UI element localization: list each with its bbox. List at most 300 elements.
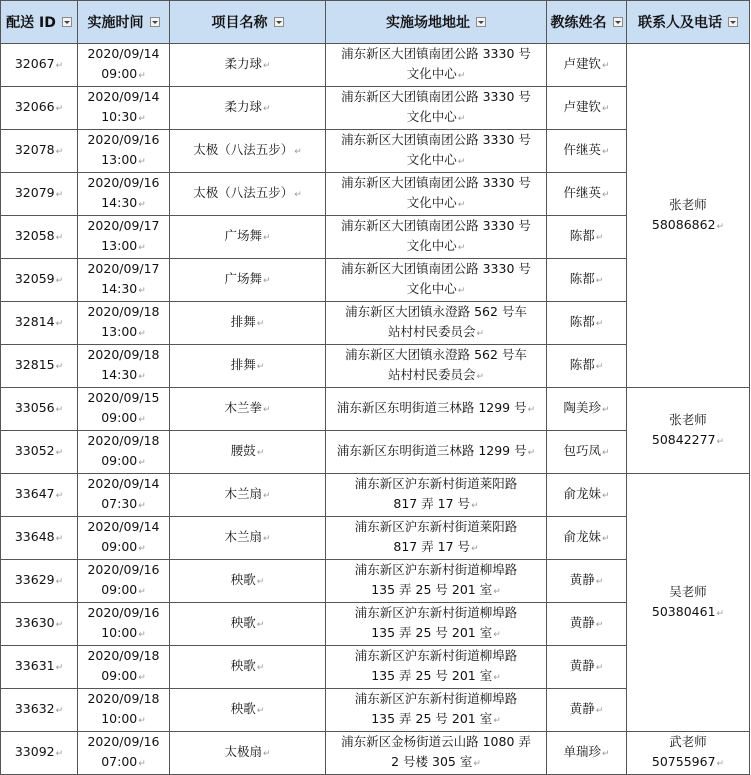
venue-address-cell[interactable]	[326, 302, 547, 345]
project-name-cell-line: 柔力球↵	[224, 56, 271, 71]
paragraph-mark-icon: ↵	[457, 286, 466, 296]
paragraph-mark-icon: ↵	[262, 233, 271, 243]
date-time-cell[interactable]	[78, 87, 170, 130]
venue-address-cell-line: 浦东新区金杨街道云山路 1080 弄	[341, 734, 531, 749]
coach-name-cell[interactable]	[547, 345, 627, 388]
paragraph-mark-icon: ↵	[55, 448, 64, 458]
paragraph-mark-icon: ↵	[595, 620, 604, 630]
paragraph-mark-icon: ↵	[473, 759, 481, 769]
header-project-name[interactable]: 项目名称	[170, 1, 326, 44]
paragraph-mark-icon: ↵	[138, 286, 146, 296]
paragraph-mark-icon: ↵	[138, 329, 146, 339]
delivery-id-cell-line: 33630↵	[14, 615, 64, 630]
contact-cell[interactable]	[627, 44, 750, 388]
delivery-id-cell[interactable]	[1, 431, 78, 474]
paragraph-mark-icon: ↵	[476, 372, 485, 382]
coach-name-cell-line: 俞龙妹↵	[563, 486, 610, 501]
venue-address-cell[interactable]	[326, 560, 547, 603]
date-time-cell-line: 07:00↵	[101, 754, 146, 769]
venue-address-cell-line: 浦东新区沪东新村街道莱阳路	[354, 476, 518, 491]
coach-name-cell-line: 陶美珍↵	[563, 400, 610, 415]
contact-cell[interactable]	[627, 732, 750, 775]
venue-address-cell-line: 817 弄 17 号↵	[393, 539, 479, 554]
coach-name-cell[interactable]	[547, 431, 627, 474]
header-coach-name[interactable]: 教练姓名	[547, 1, 627, 44]
venue-address-cell-line: 浦东新区沪东新村街道柳埠路	[354, 691, 518, 706]
delivery-id-cell-line: 33629↵	[14, 572, 64, 587]
delivery-id-cell-line: 32078↵	[14, 142, 64, 157]
date-time-cell-line: 2020/09/14	[87, 46, 160, 61]
project-name-cell[interactable]	[170, 517, 326, 560]
contact-cell-line: 武老师	[669, 734, 707, 749]
paragraph-mark-icon: ↵	[138, 759, 146, 769]
paragraph-mark-icon: ↵	[55, 233, 64, 243]
date-time-cell-line: 2020/09/16	[87, 605, 160, 620]
paragraph-mark-icon: ↵	[457, 157, 466, 167]
project-name-cell[interactable]	[170, 732, 326, 775]
paragraph-mark-icon: ↵	[55, 319, 64, 329]
venue-address-cell[interactable]	[326, 87, 547, 130]
venue-address-cell[interactable]	[326, 603, 547, 646]
table-row	[1, 732, 750, 775]
date-time-cell-line: 14:30↵	[101, 281, 146, 296]
date-time-cell-line: 2020/09/15	[87, 390, 160, 405]
delivery-id-cell-line: 32066↵	[14, 99, 64, 114]
venue-address-cell-line: 135 弄 25 号 201 室↵	[371, 625, 501, 640]
paragraph-mark-icon: ↵	[601, 534, 610, 544]
paragraph-mark-icon: ↵	[138, 71, 146, 81]
coach-name-cell[interactable]	[547, 517, 627, 560]
project-name-cell[interactable]	[170, 646, 326, 689]
paragraph-mark-icon: ↵	[294, 190, 302, 200]
delivery-id-cell-line: 33632↵	[14, 701, 64, 716]
paragraph-mark-icon: ↵	[256, 319, 265, 329]
paragraph-mark-icon: ↵	[595, 577, 604, 587]
paragraph-mark-icon: ↵	[601, 448, 610, 458]
paragraph-mark-icon: ↵	[55, 620, 64, 630]
paragraph-mark-icon: ↵	[601, 491, 610, 501]
date-time-cell-line: 13:00↵	[101, 324, 146, 339]
project-name-cell[interactable]	[170, 173, 326, 216]
project-name-cell[interactable]	[170, 302, 326, 345]
project-name-cell-line: 木兰扇↵	[224, 529, 271, 544]
paragraph-mark-icon: ↵	[138, 587, 146, 597]
date-time-cell[interactable]	[78, 388, 170, 431]
paragraph-mark-icon: ↵	[595, 276, 604, 286]
date-time-cell[interactable]	[78, 474, 170, 517]
paragraph-mark-icon: ↵	[138, 501, 146, 511]
date-time-cell[interactable]	[78, 603, 170, 646]
coach-name-cell-line: 卢建钦↵	[563, 56, 610, 71]
contact-cell-line: 吴老师	[669, 583, 707, 599]
coach-name-cell-line: 陈都↵	[569, 357, 604, 372]
contact-cell[interactable]	[627, 388, 750, 474]
paragraph-mark-icon: ↵	[138, 544, 146, 554]
paragraph-mark-icon: ↵	[457, 71, 466, 81]
date-time-cell[interactable]	[78, 216, 170, 259]
paragraph-mark-icon: ↵	[493, 587, 501, 597]
coach-name-cell[interactable]	[547, 259, 627, 302]
date-time-cell[interactable]	[78, 431, 170, 474]
coach-name-cell-line: 仵继英↵	[563, 142, 610, 157]
date-time-cell[interactable]	[78, 130, 170, 173]
date-time-cell-line: 2020/09/18	[87, 691, 160, 706]
date-time-cell[interactable]	[78, 646, 170, 689]
filter-dropdown-icon[interactable]	[476, 17, 486, 27]
date-time-cell[interactable]	[78, 517, 170, 560]
venue-address-cell-line: 浦东新区大团镇南团公路 3330 号	[341, 132, 531, 147]
paragraph-mark-icon: ↵	[138, 157, 146, 167]
table-row	[1, 474, 750, 517]
project-name-cell-line: 木兰拳↵	[224, 400, 271, 415]
coach-name-cell-line: 单瑞珍↵	[563, 744, 610, 759]
contact-cell[interactable]	[627, 474, 750, 732]
venue-address-cell-line: 文化中心↵	[406, 195, 466, 210]
venue-address-cell[interactable]	[326, 646, 547, 689]
contact-cell-line: 50842277↵	[651, 431, 725, 447]
venue-address-cell-line: 文化中心↵	[406, 109, 466, 124]
header-venue-address[interactable]: 实施场地地址	[326, 1, 547, 44]
paragraph-mark-icon: ↵	[55, 534, 64, 544]
paragraph-mark-icon: ↵	[256, 577, 265, 587]
date-time-cell[interactable]	[78, 259, 170, 302]
date-time-cell-line: 09:00↵	[101, 66, 146, 81]
project-name-cell[interactable]	[170, 474, 326, 517]
coach-name-cell[interactable]	[547, 732, 627, 775]
paragraph-mark-icon: ↵	[256, 706, 265, 716]
paragraph-mark-icon: ↵	[527, 448, 536, 458]
venue-address-cell-line: 浦东新区大团镇南团公路 3330 号	[341, 175, 531, 190]
project-name-cell[interactable]	[170, 603, 326, 646]
venue-address-cell-line: 135 弄 25 号 201 室↵	[371, 711, 501, 726]
project-name-cell[interactable]	[170, 689, 326, 732]
paragraph-mark-icon: ↵	[716, 759, 725, 769]
paragraph-mark-icon: ↵	[595, 362, 604, 372]
venue-address-cell-line: 浦东新区大团镇南团公路 3330 号	[341, 89, 531, 104]
project-name-cell[interactable]	[170, 87, 326, 130]
project-name-cell-line: 秧歌↵	[230, 572, 265, 587]
delivery-id-cell[interactable]	[1, 560, 78, 603]
venue-address-cell-line: 2 号楼 305 室↵	[391, 754, 481, 769]
project-name-cell-line: 秧歌↵	[230, 658, 265, 673]
date-time-cell[interactable]	[78, 302, 170, 345]
delivery-id-cell[interactable]	[1, 603, 78, 646]
venue-address-cell-line: 135 弄 25 号 201 室↵	[371, 668, 501, 683]
paragraph-mark-icon: ↵	[716, 221, 725, 232]
venue-address-cell-line: 浦东新区沪东新村街道莱阳路	[354, 519, 518, 534]
venue-address-cell[interactable]	[326, 517, 547, 560]
coach-name-cell[interactable]	[547, 302, 627, 345]
paragraph-mark-icon: ↵	[138, 716, 146, 726]
paragraph-mark-icon: ↵	[138, 415, 146, 425]
table-row	[1, 44, 750, 87]
date-time-cell[interactable]	[78, 44, 170, 87]
venue-address-cell-line: 浦东新区东明街道三林路 1299 号↵	[336, 443, 536, 458]
contact-cell-line: 张老师	[669, 196, 707, 212]
delivery-id-cell[interactable]	[1, 388, 78, 431]
date-time-cell-line: 09:00↵	[101, 582, 146, 597]
date-time-cell-line: 13:00↵	[101, 238, 146, 253]
delivery-id-cell[interactable]	[1, 732, 78, 775]
coach-name-cell-line: 黄静↵	[569, 658, 604, 673]
project-name-cell[interactable]	[170, 560, 326, 603]
delivery-id-cell-line: 32059↵	[14, 271, 64, 286]
project-name-cell-line: 木兰扇↵	[224, 486, 271, 501]
delivery-id-cell[interactable]	[1, 216, 78, 259]
paragraph-mark-icon: ↵	[493, 673, 501, 683]
delivery-id-cell-line: 33647↵	[14, 486, 64, 501]
delivery-id-cell-line: 32815↵	[14, 357, 64, 372]
header-date-time[interactable]: 实施时间	[78, 1, 170, 44]
venue-address-cell-line: 浦东新区大团镇永澄路 562 号车	[345, 347, 527, 362]
venue-address-cell[interactable]	[326, 689, 547, 732]
paragraph-mark-icon: ↵	[262, 749, 271, 759]
venue-address-cell[interactable]	[326, 474, 547, 517]
delivery-id-cell-line: 32067↵	[14, 56, 64, 71]
delivery-id-cell[interactable]	[1, 517, 78, 560]
date-time-cell-line: 2020/09/14	[87, 89, 160, 104]
delivery-id-cell[interactable]	[1, 87, 78, 130]
project-name-cell-line: 太极（八法五步）↵	[193, 185, 302, 200]
delivery-id-cell-line: 32058↵	[14, 228, 64, 243]
filter-dropdown-icon[interactable]	[62, 17, 72, 27]
coach-name-cell-line: 黄静↵	[569, 572, 604, 587]
paragraph-mark-icon: ↵	[262, 61, 271, 71]
coach-name-cell[interactable]	[547, 646, 627, 689]
delivery-id-cell[interactable]	[1, 302, 78, 345]
paragraph-mark-icon: ↵	[601, 405, 610, 415]
paragraph-mark-icon: ↵	[294, 147, 302, 157]
paragraph-mark-icon: ↵	[55, 749, 64, 759]
coach-name-cell-line: 仵继英↵	[563, 185, 610, 200]
paragraph-mark-icon: ↵	[262, 491, 271, 501]
venue-address-cell-line: 浦东新区大团镇南团公路 3330 号	[341, 218, 531, 233]
project-name-cell[interactable]	[170, 345, 326, 388]
project-name-cell[interactable]	[170, 44, 326, 87]
paragraph-mark-icon: ↵	[457, 114, 466, 124]
paragraph-mark-icon: ↵	[138, 114, 146, 124]
date-time-cell[interactable]	[78, 173, 170, 216]
venue-address-cell-line: 文化中心↵	[406, 238, 466, 253]
coach-name-cell[interactable]	[547, 44, 627, 87]
filter-dropdown-icon[interactable]	[274, 17, 284, 27]
paragraph-mark-icon: ↵	[256, 620, 265, 630]
date-time-cell-line: 10:30↵	[101, 109, 146, 124]
venue-address-cell-line: 文化中心↵	[406, 281, 466, 296]
coach-name-cell[interactable]	[547, 130, 627, 173]
date-time-cell-line: 09:00↵	[101, 539, 146, 554]
project-name-cell[interactable]	[170, 431, 326, 474]
project-name-cell-line: 广场舞↵	[224, 271, 271, 286]
paragraph-mark-icon: ↵	[138, 458, 146, 468]
venue-address-cell[interactable]	[326, 130, 547, 173]
date-time-cell-line: 14:30↵	[101, 367, 146, 382]
delivery-id-cell-line: 33631↵	[14, 658, 64, 673]
delivery-id-cell[interactable]	[1, 44, 78, 87]
filter-dropdown-icon[interactable]	[150, 17, 160, 27]
coach-name-cell-line: 黄静↵	[569, 701, 604, 716]
venue-address-cell-line: 浦东新区沪东新村街道柳埠路	[354, 562, 518, 577]
paragraph-mark-icon: ↵	[601, 104, 610, 114]
delivery-id-cell[interactable]	[1, 474, 78, 517]
delivery-id-cell[interactable]	[1, 345, 78, 388]
coach-name-cell-line: 包巧凤↵	[563, 443, 610, 458]
contact-cell-line: 张老师	[669, 411, 707, 427]
delivery-id-cell-line: 33052↵	[14, 443, 64, 458]
delivery-id-cell[interactable]	[1, 689, 78, 732]
paragraph-mark-icon: ↵	[55, 405, 64, 415]
paragraph-mark-icon: ↵	[471, 501, 479, 511]
delivery-id-cell-line: 33056↵	[14, 400, 64, 415]
coach-name-cell[interactable]	[547, 689, 627, 732]
coach-name-cell[interactable]	[547, 474, 627, 517]
date-time-cell-line: 2020/09/16	[87, 132, 160, 147]
date-time-cell-line: 2020/09/18	[87, 433, 160, 448]
paragraph-mark-icon: ↵	[55, 663, 64, 673]
delivery-id-cell[interactable]	[1, 130, 78, 173]
date-time-cell[interactable]	[78, 345, 170, 388]
venue-address-cell-line: 浦东新区沪东新村街道柳埠路	[354, 648, 518, 663]
date-time-cell[interactable]	[78, 560, 170, 603]
filter-dropdown-icon[interactable]	[728, 17, 738, 27]
date-time-cell-line: 2020/09/18	[87, 347, 160, 362]
venue-address-cell[interactable]	[326, 259, 547, 302]
venue-address-cell-line: 浦东新区东明街道三林路 1299 号↵	[336, 400, 536, 415]
coach-name-cell[interactable]	[547, 603, 627, 646]
paragraph-mark-icon: ↵	[138, 372, 146, 382]
header-contact[interactable]: 联系人及电话	[627, 1, 750, 44]
date-time-cell-line: 2020/09/17	[87, 218, 160, 233]
delivery-id-cell-line: 32814↵	[14, 314, 64, 329]
venue-address-cell-line: 浦东新区大团镇永澄路 562 号车	[345, 304, 527, 319]
paragraph-mark-icon: ↵	[601, 147, 610, 157]
paragraph-mark-icon: ↵	[55, 104, 64, 114]
date-time-cell-line: 09:00↵	[101, 453, 146, 468]
venue-address-cell[interactable]	[326, 388, 547, 431]
header-row	[1, 1, 750, 44]
paragraph-mark-icon: ↵	[262, 104, 271, 114]
paragraph-mark-icon: ↵	[601, 61, 610, 71]
venue-address-cell-line: 135 弄 25 号 201 室↵	[371, 582, 501, 597]
project-name-cell[interactable]	[170, 130, 326, 173]
paragraph-mark-icon: ↵	[493, 630, 501, 640]
paragraph-mark-icon: ↵	[457, 200, 466, 210]
paragraph-mark-icon: ↵	[595, 319, 604, 329]
paragraph-mark-icon: ↵	[256, 448, 265, 458]
paragraph-mark-icon: ↵	[55, 491, 64, 501]
paragraph-mark-icon: ↵	[138, 673, 146, 683]
venue-address-cell[interactable]	[326, 345, 547, 388]
paragraph-mark-icon: ↵	[55, 61, 64, 71]
paragraph-mark-icon: ↵	[256, 362, 265, 372]
delivery-id-cell[interactable]	[1, 646, 78, 689]
coach-name-cell-line: 陈都↵	[569, 314, 604, 329]
date-time-cell-line: 2020/09/14	[87, 476, 160, 491]
project-name-cell[interactable]	[170, 388, 326, 431]
paragraph-mark-icon: ↵	[55, 276, 64, 286]
paragraph-mark-icon: ↵	[138, 630, 146, 640]
paragraph-mark-icon: ↵	[55, 577, 64, 587]
contact-cell-line: 50380461↵	[651, 603, 725, 619]
project-name-cell-line: 柔力球↵	[224, 99, 271, 114]
paragraph-mark-icon: ↵	[595, 706, 604, 716]
paragraph-mark-icon: ↵	[138, 243, 146, 253]
table-body	[1, 44, 750, 775]
delivery-id-cell[interactable]	[1, 259, 78, 302]
date-time-cell-line: 09:00↵	[101, 668, 146, 683]
date-time-cell-line: 2020/09/17	[87, 261, 160, 276]
project-name-cell-line: 排舞↵	[230, 357, 265, 372]
date-time-cell[interactable]	[78, 732, 170, 775]
table-row	[1, 388, 750, 431]
date-time-cell-line: 14:30↵	[101, 195, 146, 210]
venue-address-cell[interactable]	[326, 44, 547, 87]
paragraph-mark-icon: ↵	[262, 405, 271, 415]
delivery-id-cell-line: 32079↵	[14, 185, 64, 200]
venue-address-cell[interactable]	[326, 173, 547, 216]
coach-name-cell-line: 黄静↵	[569, 615, 604, 630]
paragraph-mark-icon: ↵	[601, 749, 610, 759]
project-name-cell-line: 秧歌↵	[230, 615, 265, 630]
coach-name-cell-line: 陈都↵	[569, 271, 604, 286]
venue-address-cell-line: 文化中心↵	[406, 152, 466, 167]
venue-address-cell-line: 浦东新区大团镇南团公路 3330 号	[341, 261, 531, 276]
paragraph-mark-icon: ↵	[256, 663, 265, 673]
paragraph-mark-icon: ↵	[457, 243, 466, 253]
venue-address-cell[interactable]	[326, 216, 547, 259]
project-name-cell[interactable]	[170, 216, 326, 259]
delivery-id-cell-line: 33648↵	[14, 529, 64, 544]
date-time-cell[interactable]	[78, 689, 170, 732]
coach-name-cell[interactable]	[547, 388, 627, 431]
paragraph-mark-icon: ↵	[262, 276, 271, 286]
paragraph-mark-icon: ↵	[55, 147, 64, 157]
venue-address-cell-line: 站村村民委员会↵	[387, 324, 485, 339]
paragraph-mark-icon: ↵	[527, 405, 536, 415]
venue-address-cell-line: 站村村民委员会↵	[387, 367, 485, 382]
header-delivery-id[interactable]: 配送 ID	[1, 1, 78, 44]
date-time-cell-line: 09:00↵	[101, 410, 146, 425]
coach-name-cell[interactable]	[547, 560, 627, 603]
delivery-id-cell[interactable]	[1, 173, 78, 216]
paragraph-mark-icon: ↵	[55, 706, 64, 716]
venue-address-cell[interactable]	[326, 732, 547, 775]
paragraph-mark-icon: ↵	[595, 233, 604, 243]
coach-name-cell[interactable]	[547, 216, 627, 259]
contact-cell-line: 58086862↵	[651, 216, 725, 232]
venue-address-cell-line: 浦东新区大团镇南团公路 3330 号	[341, 46, 531, 61]
coach-name-cell-line: 俞龙妹↵	[563, 529, 610, 544]
date-time-cell-line: 10:00↵	[101, 625, 146, 640]
date-time-cell-line: 2020/09/18	[87, 304, 160, 319]
paragraph-mark-icon: ↵	[493, 716, 501, 726]
coach-name-cell[interactable]	[547, 87, 627, 130]
paragraph-mark-icon: ↵	[262, 534, 271, 544]
project-name-cell[interactable]	[170, 259, 326, 302]
date-time-cell-line: 2020/09/14	[87, 519, 160, 534]
venue-address-cell[interactable]	[326, 431, 547, 474]
filter-dropdown-icon[interactable]	[613, 17, 623, 27]
coach-name-cell[interactable]	[547, 173, 627, 216]
project-name-cell-line: 排舞↵	[230, 314, 265, 329]
project-name-cell-line: 广场舞↵	[224, 228, 271, 243]
paragraph-mark-icon: ↵	[716, 436, 725, 447]
contact-cell-line: 50755967↵	[651, 754, 725, 769]
paragraph-mark-icon: ↵	[476, 329, 485, 339]
venue-address-cell-line: 817 弄 17 号↵	[393, 496, 479, 511]
project-name-cell-line: 太极（八法五步）↵	[193, 142, 302, 157]
coach-name-cell-line: 卢建钦↵	[563, 99, 610, 114]
